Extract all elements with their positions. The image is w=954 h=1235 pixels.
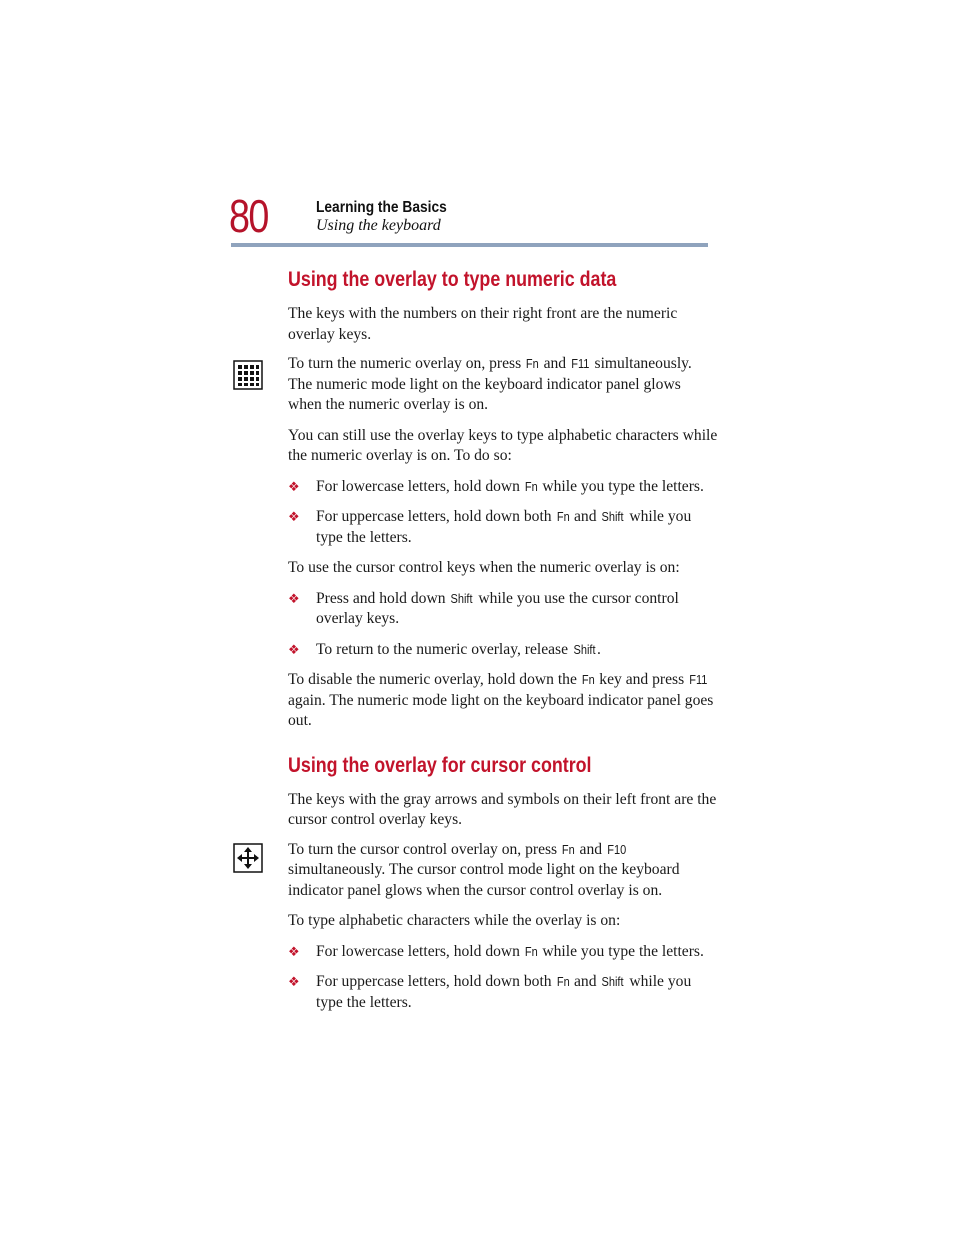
paragraph: The keys with the gray arrows and symbols on their left front are the cursor control overlay keys. — [288, 790, 717, 828]
header-rule — [231, 243, 708, 247]
key-label: Shift — [450, 591, 473, 606]
paragraph: The keys with the numbers on their right front are the numeric overlay keys. — [288, 305, 678, 343]
key-label: Shift — [601, 510, 624, 524]
paragraph: To type alphabetic characters while the overlay is on: — [288, 912, 621, 929]
chapter-title: Learning the Basics — [316, 199, 447, 216]
paragraph: To disable the numeric overlay, hold down the Fn key and press F11 again. The numeric mode light on the keyboard indicator panel goes out. — [288, 671, 714, 729]
list-item: ❖ Press and hold down Shift while you use the cursor control overlay keys. — [288, 589, 679, 627]
key-label: Fn — [524, 944, 538, 959]
key-label: Fn — [561, 842, 575, 857]
bullet-icon: ❖ — [288, 478, 300, 494]
key-label: Fn — [556, 975, 570, 989]
list-item: ❖ For uppercase letters, hold down both Fn and Shift while you type the letters. — [288, 973, 692, 1011]
bullet-icon: ❖ — [288, 943, 300, 959]
page-content — [288, 266, 718, 1013]
list-item: ❖ For lowercase letters, hold down Fn while you type the letters. — [288, 942, 718, 963]
bullet-icon: ❖ — [288, 509, 300, 524]
key-label: Fn — [581, 673, 595, 687]
numeric-keypad-icon — [233, 360, 263, 390]
key-label: Fn — [524, 479, 538, 494]
key-label: Fn — [556, 510, 570, 524]
cursor-control-icon — [233, 843, 263, 873]
paragraph: To turn the numeric overlay on, press Fn and F11 simultaneously. The numeric mode light on the keyboard indicator panel glows when the numeric overlay is on. — [288, 355, 692, 413]
list-item: ❖ For lowercase letters, hold down Fn while you type the letters. — [288, 477, 718, 498]
paragraph: To use the cursor control keys when the numeric overlay is on: — [288, 559, 680, 576]
paragraph: You can still use the overlay keys to type alphabetic characters while the numeric overlay is on. To do so: — [288, 426, 718, 464]
section-name: Using the keyboard — [316, 217, 441, 234]
key-label: Shift — [601, 975, 624, 989]
list-item: ❖ For uppercase letters, hold down both Fn and Shift while you type the letters. — [288, 508, 692, 546]
key-label: Fn — [525, 357, 539, 371]
running-head — [316, 199, 468, 235]
section-heading-cursor: Using the overlay for cursor control — [288, 753, 592, 777]
list-item: ❖ To return to the numeric overlay, release Shift. — [288, 640, 718, 661]
bullet-icon: ❖ — [288, 590, 300, 606]
key-label: Shift — [573, 642, 596, 657]
bullet-icon: ❖ — [288, 974, 300, 989]
bullet-icon: ❖ — [288, 641, 300, 657]
page-number: 80 — [229, 190, 268, 242]
key-label: F11 — [689, 673, 708, 687]
key-label: F10 — [607, 842, 627, 857]
section-heading-numeric: Using the overlay to type numeric data — [288, 268, 617, 291]
key-label: F11 — [571, 357, 590, 371]
paragraph: To turn the cursor control overlay on, press Fn and F10 simultaneously. The cursor control mode light on the keyboard indicator panel glows when the cursor control overlay is on. — [288, 840, 680, 899]
